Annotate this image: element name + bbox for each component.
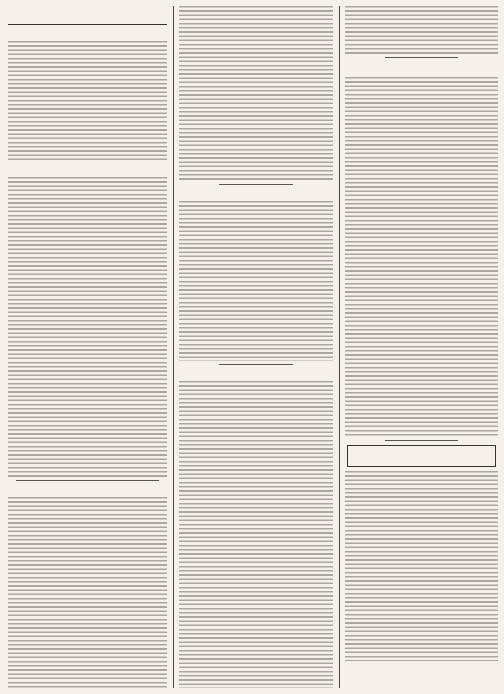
article-text <box>179 201 332 361</box>
article-heading <box>8 485 167 495</box>
column-2 <box>173 6 332 688</box>
section-box-heading <box>347 445 496 467</box>
article-text <box>179 381 332 688</box>
article-heading <box>8 29 167 39</box>
article-heading <box>8 165 167 175</box>
section-masthead <box>8 8 167 25</box>
column-grid <box>8 6 498 688</box>
column-3 <box>339 6 498 688</box>
article-text <box>345 471 498 661</box>
article-text <box>345 6 498 54</box>
article-text <box>8 41 167 161</box>
column-rule <box>385 57 458 58</box>
article-heading <box>179 369 332 379</box>
article-text <box>179 6 332 181</box>
column-rule <box>219 364 292 365</box>
column-rule <box>385 440 458 441</box>
column-rule <box>219 184 292 185</box>
continuation-note <box>345 661 498 669</box>
article-heading <box>345 62 498 75</box>
article-text <box>345 77 498 437</box>
article-text <box>8 177 167 477</box>
article-text <box>8 497 167 688</box>
column-1 <box>8 6 167 688</box>
article-heading <box>179 189 332 199</box>
column-rule <box>16 480 159 481</box>
